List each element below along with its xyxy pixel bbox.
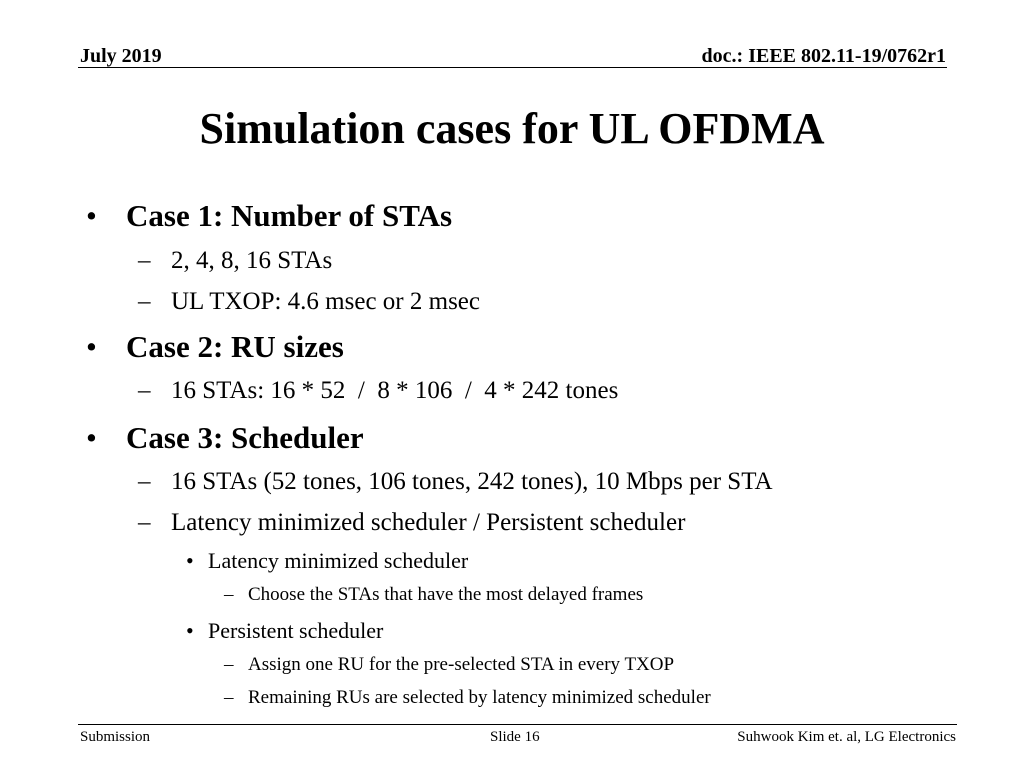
detail-text: Choose the STAs that have the most delayed frames — [248, 584, 644, 605]
sub-bullet-text: Latency minimized scheduler / Persistent scheduler — [171, 509, 686, 536]
slide-title: Simulation cases for UL OFDMA — [199, 104, 825, 153]
bullet-marker: • — [86, 329, 97, 364]
detail-text: Remaining RUs are selected by latency minimized scheduler — [248, 687, 711, 708]
footer-author: Suhwook Kim et. al, LG Electronics — [737, 729, 956, 745]
bullet-marker: • — [86, 198, 97, 233]
dash-marker: – — [224, 584, 234, 605]
detail-text: Assign one RU for the pre-selected STA in every TXOP — [248, 654, 675, 675]
header-date: July 2019 — [80, 45, 162, 67]
dash-marker: – — [138, 247, 151, 274]
bullet-marker: • — [86, 420, 97, 455]
dash-marker: – — [138, 288, 151, 315]
bullet-case3-text: Case 3: Scheduler — [126, 420, 364, 455]
scheduler-name: Latency minimized scheduler — [208, 548, 469, 573]
sub-bullet-text: 2, 4, 8, 16 STAs — [171, 247, 333, 274]
bullet-case2-text: Case 2: RU sizes — [126, 329, 344, 364]
bullet-case1-text: Case 1: Number of STAs — [126, 198, 453, 233]
dash-marker: – — [224, 654, 234, 675]
sub-bullet-text: 16 STAs (52 tones, 106 tones, 242 tones), 10 Mbps per STA — [171, 468, 773, 495]
header-divider — [78, 67, 947, 68]
footer-slide-number: Slide 16 — [490, 729, 540, 745]
bullet-marker: • — [186, 548, 194, 573]
dash-marker: – — [138, 377, 151, 404]
bullet-marker: • — [186, 618, 194, 643]
footer-submission: Submission — [80, 729, 151, 745]
dash-marker: – — [138, 509, 151, 536]
scheduler-name: Persistent scheduler — [208, 618, 384, 643]
header-doc-id: doc.: IEEE 802.11-19/0762r1 — [701, 45, 946, 67]
footer-divider — [78, 724, 957, 725]
sub-bullet-text: UL TXOP: 4.6 msec or 2 msec — [171, 288, 480, 315]
dash-marker: – — [224, 687, 234, 708]
sub-bullet-text: 16 STAs: 16 * 52 / 8 * 106 / 4 * 242 tones — [171, 377, 619, 404]
dash-marker: – — [138, 468, 151, 495]
